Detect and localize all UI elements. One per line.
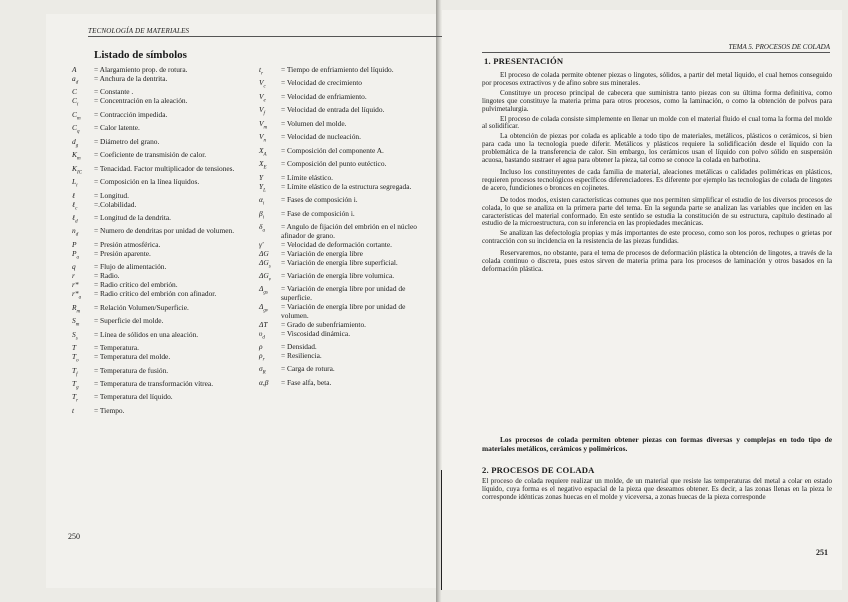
symbol-row xyxy=(72,353,252,366)
symbol-definition: = Límite elástico. xyxy=(281,172,333,182)
symbol: ΔT xyxy=(259,319,268,329)
symbols-column-2 xyxy=(259,66,429,388)
symbol: ℓ$_c$ xyxy=(72,199,78,212)
symbol-definition: = Velocidad de nucleación. xyxy=(281,132,361,142)
symbol-definition: = Composición del punto eutéctico. xyxy=(281,159,387,169)
symbol: $\delta_a$ xyxy=(259,221,265,234)
symbol: $S_m$ xyxy=(72,316,80,328)
symbol-row xyxy=(72,111,252,124)
symbol-definition: = Línea de sólidos en una aleación. xyxy=(94,329,199,339)
symbol: T xyxy=(72,343,77,353)
symbol-definition: = Constante . xyxy=(94,87,134,97)
symbol-definition: = Composición del componente A. xyxy=(281,145,384,155)
symbol-definition: = Alargamiento prop. de rotura. xyxy=(94,65,188,74)
symbol-definition: = Temperatura del molde. xyxy=(94,352,171,362)
symbol-row xyxy=(72,214,252,227)
symbol-row xyxy=(72,227,252,240)
section-1-paragraph: Constituye un proceso principal de cabecera que suministra tanto piezas con su última forma definitiva, como lingotes que constituye la materia prima para otros procesos, como la laminación, o como la obtención de polvos para pulvimetalurgia. xyxy=(482,88,832,113)
symbol: $V_m$ xyxy=(259,118,268,131)
symbol-row xyxy=(259,259,429,272)
symbol-row xyxy=(259,147,429,160)
symbol: $r*_a$ xyxy=(72,289,82,301)
symbol-definition: = Fase de composición i. xyxy=(281,208,355,218)
symbol-definition: = Densidad. xyxy=(281,342,317,352)
symbol-row xyxy=(72,317,252,330)
symbols-column-1 xyxy=(72,66,252,416)
symbol-definition: = Variación de energía libre por unidad de superficie. xyxy=(281,284,406,303)
symbol: $V_c$ xyxy=(259,78,266,90)
symbol-row xyxy=(72,192,252,201)
symbol: $T_o$ xyxy=(72,352,79,364)
symbol-definition: = Tenacidad. Factor multiplicador de tensiones. xyxy=(94,163,235,173)
left-running-header: TECNOLOGÍA DE MATERIALES xyxy=(88,27,448,37)
symbol: r* xyxy=(72,280,79,290)
symbol-definition: =.Colabilidad. xyxy=(94,199,137,209)
symbol-definition: = Temperatura del líquido. xyxy=(94,392,173,402)
symbol: $\Delta_{gs}$ xyxy=(259,284,268,296)
symbol-row xyxy=(259,285,429,302)
symbol-definition: = Velocidad de deformación cortante. xyxy=(281,239,392,249)
symbols-heading: Listado de símbolos xyxy=(94,49,187,61)
symbol-row xyxy=(259,272,429,285)
left-page xyxy=(46,14,436,588)
section-1-paragraph: La obtención de piezas por colada es aplicable a todo tipo de materiales, metálicos, plásticos o cerámicos, si bien para cada uno la tecnología puede diferir. Metálicos y plásticos requiere la solidificación desde el líquido con la problemática de la transferencia de calor. Sin embargo, los cerámicos usan el líquido con polvo sólido en suspensión acuosa, bastando sustraer el agua para obtener la pieza, tal como se conoce la colada en barbotina. xyxy=(482,132,832,165)
symbol: $S_s$ xyxy=(72,329,78,342)
symbol: ℓ$_d$ xyxy=(72,213,78,225)
section-1-title: 1. PRESENTACIÓN xyxy=(484,56,564,66)
symbol-definition: = Temperatura. xyxy=(94,343,139,353)
symbol-definition: = Longitud. xyxy=(94,190,129,200)
symbol: $\Delta G_s$ xyxy=(259,257,271,269)
emphasis-paragraph: Los procesos de colada permiten obtener piezas con formas diversas y complejas en todo tipo de materiales metálicos, cerámicos y poliméricos. xyxy=(482,435,832,453)
symbol-definition: = Fase alfa, beta. xyxy=(281,377,332,387)
symbol-definition: = Viscosidad dinámica. xyxy=(281,328,351,338)
symbol-definition: = Superficie del molde. xyxy=(94,316,164,326)
symbol: $V_n$ xyxy=(259,132,267,144)
symbol-row xyxy=(259,321,429,330)
symbol-row xyxy=(259,66,429,79)
symbol: $\sigma_R$ xyxy=(259,364,266,376)
symbol-row xyxy=(259,174,429,183)
symbol-definition: = Relación Volumen/Superficie. xyxy=(94,302,189,312)
symbol: $V_e$ xyxy=(259,91,266,104)
symbol-definition: = Límite elástico de la estructura segregada. xyxy=(281,181,412,191)
right-page-number: 251 xyxy=(816,548,828,557)
symbol: $X_A$ xyxy=(259,145,267,158)
symbol: $T_r$ xyxy=(72,392,79,404)
symbol-row xyxy=(259,93,429,106)
symbol-row xyxy=(72,97,252,110)
symbol: $V_f$ xyxy=(259,105,265,117)
symbol-definition: = Volumen del molde. xyxy=(281,118,347,128)
symbol-row xyxy=(259,133,429,146)
symbol: $C_i$ xyxy=(72,96,79,108)
symbol: γ' xyxy=(259,239,264,249)
symbol-row xyxy=(72,250,252,263)
symbol: $L_i$ xyxy=(72,177,78,189)
symbol-row xyxy=(72,393,252,406)
symbol-definition: = Velocidad de crecimiento xyxy=(281,78,362,88)
symbol: $\Delta_{gv}$ xyxy=(259,302,269,314)
symbol-row xyxy=(259,241,429,250)
section-1-body xyxy=(482,72,832,276)
symbol-row xyxy=(259,223,429,240)
symbol-row xyxy=(259,210,429,223)
symbol: $T_g$ xyxy=(72,379,79,391)
symbol: $X_E$ xyxy=(259,159,267,171)
section-1-paragraph: De todos modos, existen características comunes que nos permiten simplificar el estudio de los diversos procesos de colada, lo que se analiza en la primera parte del tema. En la segunda parte se analizan las variables que inciden en las características del material conformado. En este sentido se estudia la constitución de su estructura, capítulo destinado al estudio de la microestructura, con su inferencia en las propiedades mecánicas. xyxy=(482,195,832,228)
symbol-row xyxy=(259,250,429,259)
symbol-definition: = Variación de energía libre por unidad de volumen. xyxy=(281,302,406,320)
symbol: ρ xyxy=(259,342,263,352)
symbol: q xyxy=(72,262,76,272)
symbol-row xyxy=(72,138,252,151)
symbol-row xyxy=(72,290,252,303)
symbol-row xyxy=(72,367,252,380)
symbol-definition: = Variación de energía libre superficial. xyxy=(281,257,398,267)
symbol: $\Delta G_v$ xyxy=(259,270,271,283)
symbol-definition: = Concentración en la aleación. xyxy=(94,96,188,106)
symbol: $C_m$ xyxy=(72,109,81,122)
symbol-row xyxy=(259,196,429,209)
symbol-definition: = Presión aparente. xyxy=(94,248,151,258)
symbol-definition: = Velocidad de entrada del líquido. xyxy=(281,105,385,115)
symbol-definition: = Variación de energía libre xyxy=(281,248,363,258)
symbol-definition: = Tiempo de enfriamiento del líquido. xyxy=(281,65,394,74)
symbol: $a_d$ xyxy=(72,73,79,86)
symbol: $T_f$ xyxy=(72,365,78,378)
symbol: α,β xyxy=(259,377,269,387)
symbol-definition: = Angulo de fijación del embrión en el núcleo afinador de grano. xyxy=(281,221,417,240)
symbol-definition: = Calor latente. xyxy=(94,123,140,133)
symbol-row xyxy=(259,183,429,196)
symbol: Y xyxy=(259,172,264,182)
symbol-definition: = Carga de rotura. xyxy=(281,364,335,374)
section-2-title: 2. PROCESOS DE COLADA xyxy=(482,465,595,475)
symbol-definition: = Presión atmosférica. xyxy=(94,239,161,249)
symbol-definition: = Numero de dendritas por unidad de volumen. xyxy=(94,226,235,236)
symbol: r xyxy=(72,271,75,281)
symbol-definition: = Temperatura de fusión. xyxy=(94,365,169,375)
symbol-definition: = Radio crítico del embrión con afinador. xyxy=(94,289,217,299)
symbol-definition: = Temperatura de transformación vítrea. xyxy=(94,379,214,389)
symbol-row xyxy=(72,178,252,191)
symbol-definition: = Fases de composición i. xyxy=(281,195,358,205)
symbol: C xyxy=(72,87,77,97)
symbol: $\alpha_i$ xyxy=(259,195,265,207)
symbol: t xyxy=(72,405,75,415)
symbol-definition: = Composición en la línea líquidos. xyxy=(94,177,200,187)
symbol-row xyxy=(72,165,252,178)
symbol-row xyxy=(259,303,429,320)
section-2-body: El proceso de colada requiere realizar un molde, de un material que resiste las temperaturas del metal a colar en estado líquido, cuya forma es el negativo espacial de la pieza que deseamos obtener. Es decir, a las zonas llenas en la pieza le corresponde idénticas zonas huecas en el molde y viceversa, a zonas huecas de la pieza corresponde xyxy=(482,477,832,501)
symbol: $\beta_i$ xyxy=(259,208,265,220)
symbol-row xyxy=(72,331,252,344)
symbol-row xyxy=(259,79,429,92)
symbol-definition: = Radio. xyxy=(94,271,120,281)
symbol-row xyxy=(72,304,252,317)
symbol: $d_g$ xyxy=(72,136,79,149)
symbol: $n_d$ xyxy=(72,226,79,238)
symbol: $K_{IC}$ xyxy=(72,163,82,176)
right-running-header: TEMA 5. PROCESOS DE COLADA xyxy=(482,43,830,53)
symbol: $Y_L$ xyxy=(259,181,266,194)
left-page-number: 250 xyxy=(68,532,80,541)
symbol: $K_m$ xyxy=(72,150,81,162)
symbol-row xyxy=(259,120,429,133)
symbol-row xyxy=(259,379,429,388)
symbol-definition: = Contracción impedida. xyxy=(94,109,168,119)
symbol-definition: = Tiempo. xyxy=(94,405,125,415)
section-1-paragraph: Se analizan las defectología propias y más importantes de este proceso, como son los poros, rechupes o grietas por contracción con su incidencia en la resistencia de las piezas fundidas. xyxy=(482,229,832,246)
symbol-definition: = Resiliencia. xyxy=(281,351,322,360)
symbol-row xyxy=(72,151,252,164)
symbol-row xyxy=(259,365,429,378)
symbol-definition: = Radio crítico del embrión. xyxy=(94,280,178,290)
symbol-row xyxy=(72,75,252,88)
symbol-definition: = Coeficiente de transmisión de calor. xyxy=(94,150,207,160)
symbol: P xyxy=(72,239,77,249)
symbol-definition: = Anchura de la dentrita. xyxy=(94,73,168,83)
section-1-paragraph: El proceso de colada consiste simplemente en llenar un molde con el material fluido el cual toma la forma del molde al solidificar. xyxy=(482,114,832,131)
section-1-paragraph: Incluso los constituyentes de cada familia de material, aleaciones metálicas o calidades poliméricas en plásticos, requieren procesos tecnológicos específicos diferenciadores. Es diferente por ejemplo las tecnologías de colada de lingotes de acero, fundiciones o bronces en cojinetes. xyxy=(482,167,832,192)
symbol: $t_r$ xyxy=(259,65,264,77)
symbol-row xyxy=(259,330,429,343)
symbol: $\upsilon_d$ xyxy=(259,328,265,341)
symbol-row xyxy=(259,160,429,173)
symbol: ΔG xyxy=(259,248,269,258)
symbol: A xyxy=(72,65,77,74)
symbol: $\rho_r$ xyxy=(259,351,265,363)
symbol-definition: = Diámetro del grano. xyxy=(94,136,160,146)
symbol-definition: = Velocidad de enfriamiento. xyxy=(281,91,367,101)
symbol-row xyxy=(259,106,429,119)
symbol-row xyxy=(72,124,252,137)
symbol-definition: = Grado de subenfriamiento. xyxy=(281,319,367,329)
symbol: $C_q$ xyxy=(72,123,80,135)
symbol-row xyxy=(72,380,252,393)
symbol-row xyxy=(72,407,252,416)
right-page xyxy=(442,10,842,590)
symbol-row xyxy=(72,201,252,214)
section-1-paragraph: Reservaremos, no obstante, para el tema de procesos de deformación plástica la obtención de lingotes, a través de la colada continuo o discreta, pues estos sirven de materia prima para los procesos de laminación y otros basados en la deformación plástica. xyxy=(482,249,832,273)
symbol-row xyxy=(259,352,429,365)
section-1-paragraph: El proceso de colada permite obtener piezas o lingotes, sólidos, a partir del metal líquido, el cual hemos conseguido por procesos extractivos y de afino sobre sus minerales. xyxy=(482,71,832,87)
symbol-definition: = Variación de energía libre volumica. xyxy=(281,270,395,280)
symbol: ℓ xyxy=(72,190,76,200)
symbol-definition: = Longitud de la dendrita. xyxy=(94,213,172,223)
symbol-definition: = Flujo de alimentación. xyxy=(94,262,167,272)
symbol: $R_m$ xyxy=(72,302,81,315)
symbol: $P_a$ xyxy=(72,248,80,261)
